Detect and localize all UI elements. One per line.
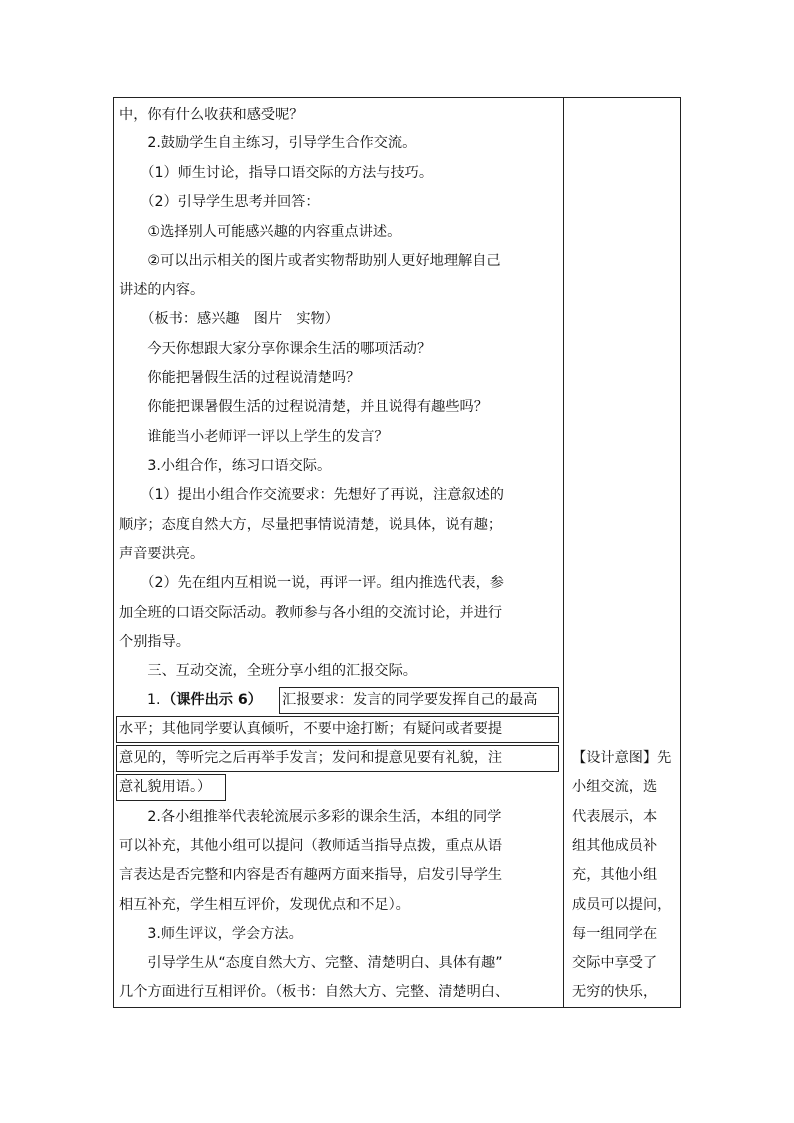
design-intent-line: 每一组同学在 xyxy=(572,926,658,942)
courseware-text: 汇报要求：发言的同学要发挥自己的最高 xyxy=(282,692,538,708)
courseware-tag: （课件出示 6） xyxy=(162,692,262,708)
text-line: （1）师生讨论，指导口语交际的方法与技巧。 xyxy=(119,165,434,181)
design-intent-line: 组其他成员补 xyxy=(572,838,658,854)
text-line: 个别指导。 xyxy=(119,634,190,650)
text-line: （2）先在组内互相说一说，再评一评。组内推选代表，参 xyxy=(119,575,504,591)
text-line: 三、互动交流，全班分享小组的汇报交际。 xyxy=(119,663,417,679)
text-line: ②可以出示相关的图片或者实物帮助别人更好地理解自己 xyxy=(119,253,501,269)
lesson-plan-table xyxy=(113,97,681,1008)
design-intent-line: 小组交流，选 xyxy=(572,779,658,795)
text-line: 相互补充，学生相互评价，发现优点和不足）。 xyxy=(119,897,410,913)
text-line: 3.小组合作，练习口语交际。 xyxy=(119,458,332,474)
text-line: 可以补充，其他小组可以提问（教师适当指导点拨，重点从语 xyxy=(119,838,503,854)
design-intent-line: 充，其他小组 xyxy=(572,867,658,883)
text-line: （2）引导学生思考并回答： xyxy=(119,194,320,210)
text-line: 2.各小组推举代表轮流展示多彩的课余生活，本组的同学 xyxy=(119,809,502,825)
column-divider xyxy=(563,98,564,1007)
text-line: 中，你有什么收获和感受呢？ xyxy=(119,107,304,123)
text-line: 2.鼓励学生自主练习，引导学生合作交流。 xyxy=(119,135,417,151)
text-line: 今天你想跟大家分享你课余生活的哪项活动？ xyxy=(119,341,432,357)
design-intent-line: 【设计意图】先 xyxy=(572,750,672,766)
courseware-text: 意礼貌用语。） xyxy=(119,779,212,795)
text-line: 你能把课暑假生活的过程说清楚，并且说得有趣些吗？ xyxy=(119,399,488,415)
text-line: 言表达是否完整和内容是否有趣两方面来指导，启发引导学生 xyxy=(119,867,503,883)
text-line: 3.师生评议，学会方法。 xyxy=(119,926,303,942)
courseware-number: 1. xyxy=(147,692,161,708)
text-line: （板书：感兴趣 图片 实物） xyxy=(119,311,339,327)
text-line: 声音要洪亮。 xyxy=(119,546,205,562)
text-line: 几个方面进行互相评价。（板书：自然大方、完整、清楚明白、 xyxy=(119,984,510,1000)
design-intent-line: 代表展示，本 xyxy=(572,809,658,825)
text-line: （1）提出小组合作交流要求：先想好了再说，注意叙述的 xyxy=(119,487,504,503)
text-line: 引导学生从“态度自然大方、完整、清楚明白、具体有趣” xyxy=(119,955,503,971)
design-intent-line: 成员可以提问， xyxy=(572,897,672,913)
courseware-text: 水平；其他同学要认真倾听，不要中途打断；有疑问或者要提 xyxy=(119,721,503,737)
text-line: 你能把暑假生活的过程说清楚吗？ xyxy=(119,370,361,386)
text-line: ①选择别人可能感兴趣的内容重点讲述。 xyxy=(119,224,402,240)
courseware-text: 意见的，等听完之后再举手发言；发问和提意见要有礼貌，注 xyxy=(119,750,503,766)
design-intent-line: 无穷的快乐， xyxy=(572,984,658,1000)
text-line: 谁能当小老师评一评以上学生的发言？ xyxy=(119,429,389,445)
design-intent-line: 交际中享受了 xyxy=(572,955,658,971)
text-line: 顺序；态度自然大方，尽量把事情说清楚，说具体，说有趣； xyxy=(119,517,503,533)
text-line: 讲述的内容。 xyxy=(119,282,205,298)
text-line: 加全班的口语交际活动。教师参与各小组的交流讨论，并进行 xyxy=(119,605,503,621)
